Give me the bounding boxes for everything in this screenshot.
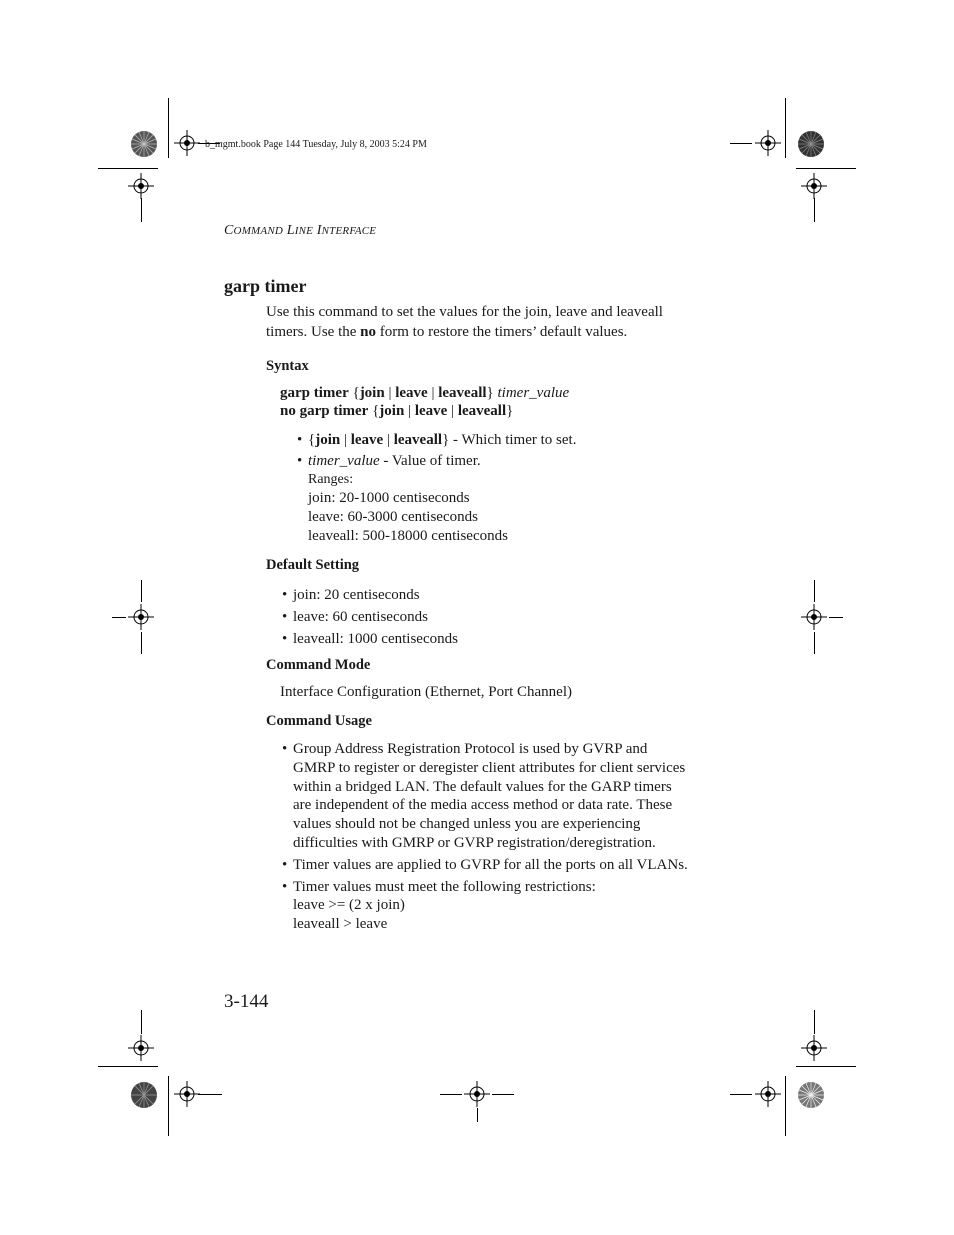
crosshair-target-7: [128, 1035, 154, 1061]
crop-line: [730, 1094, 752, 1095]
list-item: • join: 20 centiseconds: [280, 584, 720, 606]
crop-line: [112, 617, 126, 618]
command-usage-list: [280, 740, 720, 934]
list-item: • timer_value - Value of timer. Ranges: join: 20-1000 centiseconds leave: 60-3000 centiseconds leaveall: 500-18000 centiseconds: [295, 452, 735, 546]
crop-line: [814, 580, 815, 602]
list-item: • Timer values are applied to GVRP for all the ports on all VLANs.: [280, 856, 720, 875]
crop-line: [796, 1066, 856, 1067]
syntax-line-set: garp timer {join | leave | leaveall} timer_value: [280, 385, 570, 401]
crop-line: [796, 168, 856, 169]
crop-line: [141, 198, 142, 222]
registration-dial-bottom-right: [796, 1080, 826, 1110]
crosshair-target-11: [755, 1081, 781, 1107]
crosshair-target-3: [128, 173, 154, 199]
registration-dial-top-right: [796, 129, 826, 159]
crop-line: [198, 1094, 222, 1095]
list-item: • Timer values must meet the following restrictions: leave >= (2 x join) leaveall > leave: [280, 878, 720, 934]
crop-line: [785, 1076, 786, 1136]
running-head: COMMAND LINE INTERFACE: [224, 223, 377, 238]
syntax-heading: Syntax: [266, 358, 309, 374]
crop-line: [814, 198, 815, 222]
crosshair-target-4: [801, 173, 827, 199]
list-item: • leave: 60 centiseconds: [280, 606, 720, 628]
crop-line: [98, 168, 158, 169]
registration-dial-bottom-left: [129, 1080, 159, 1110]
command-usage-heading: Command Usage: [266, 713, 372, 729]
crop-line: [814, 632, 815, 654]
crop-line: [440, 1094, 462, 1095]
default-setting-heading: Default Setting: [266, 557, 360, 573]
crosshair-target-1: [174, 130, 200, 156]
crosshair-target-6: [801, 604, 827, 630]
syntax-parameter-list: [295, 431, 735, 546]
crop-line: [785, 98, 786, 158]
command-description: Use this command to set the values for the join, leave and leaveall timers. Use the no form to restore the timers’ default values.: [266, 304, 663, 340]
crop-line: [98, 1066, 158, 1067]
syntax-line-no: no garp timer {join | leave | leaveall}: [280, 403, 514, 419]
crop-line: [168, 98, 169, 158]
page-number: 3-144: [224, 991, 269, 1012]
command-mode-text: Interface Configuration (Ethernet, Port Channel): [280, 684, 572, 700]
crop-line: [141, 580, 142, 602]
registration-dial-top-left: [129, 129, 159, 159]
crop-line: [829, 617, 843, 618]
list-item: • Group Address Registration Protocol is used by GVRP and GMRP to register or deregister client attributes for client services within a bridged LAN. The default values for the GARP timers are independent of the media access method or data rate. These values should not be changed unless you are experiencing difficulties with GMRP or GVRP registration/deregistration.: [280, 740, 720, 853]
crosshair-target-9: [174, 1081, 200, 1107]
print-job-info: b_mgmt.book Page 144 Tuesday, July 8, 2003 5:24 PM: [205, 139, 427, 150]
crop-line: [730, 143, 752, 144]
list-item: • {join | leave | leaveall} - Which timer to set.: [295, 431, 735, 450]
crosshair-target-8: [801, 1035, 827, 1061]
default-setting-list: [280, 584, 720, 650]
crosshair-target-10: [464, 1081, 490, 1107]
crop-line: [477, 1108, 478, 1122]
list-item: • leaveall: 1000 centiseconds: [280, 628, 720, 650]
crop-line: [168, 1076, 169, 1136]
crop-line: [492, 1094, 514, 1095]
command-mode-heading: Command Mode: [266, 657, 371, 673]
crosshair-target-5: [128, 604, 154, 630]
crosshair-target-2: [755, 130, 781, 156]
crop-line: [141, 1010, 142, 1034]
crop-line: [814, 1010, 815, 1034]
crop-line: [141, 632, 142, 654]
command-title: garp timer: [224, 276, 307, 296]
